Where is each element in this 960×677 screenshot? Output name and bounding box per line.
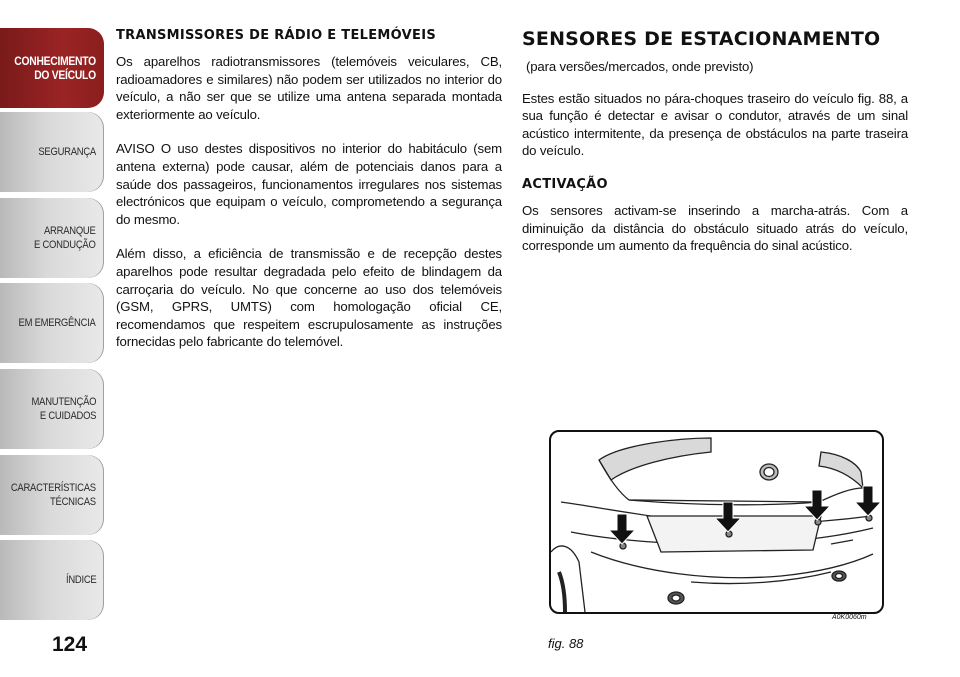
paragraph: Os aparelhos radiotransmissores (telemóveis veiculares, CB, radioamadores e similares) não podem ser utilizados no interior do veículo, a não ser que se utilize uma antena separada montada exteriormente ao veículo. xyxy=(116,54,502,122)
paragraph: Os sensores activam-se inserindo a marcha-atrás. Com a diminuição da distância do obstáculo situado atrás do veículo, corresponde um aumento da frequência do sinal acústico. xyxy=(522,202,908,254)
rear-bumper-illustration xyxy=(551,432,882,612)
section-title: SENSORES DE ESTACIONAMENTO xyxy=(522,28,881,50)
tab-label: SEGURANÇA xyxy=(38,146,96,158)
subsection-heading: ACTIVAÇÃO xyxy=(522,176,608,192)
tab-label: ÍNDICE xyxy=(65,574,96,586)
page-number: 124 xyxy=(52,633,88,656)
tab-indice[interactable] xyxy=(0,540,104,620)
tab-label: CONHECIMENTO DO VEÍCULO xyxy=(14,54,96,82)
tab-label: MANUTENÇÃO E CUIDADOS xyxy=(31,396,96,422)
tab-emergencia[interactable] xyxy=(0,283,104,363)
tab-label: ARRANQUE E CONDUÇÃO xyxy=(34,225,96,251)
tab-arranque[interactable] xyxy=(0,198,104,278)
tab-label: EM EMERGÊNCIA xyxy=(18,317,96,329)
paragraph: Estes estão situados no pára-choques traseiro do veículo fig. 88, a sua função é detectar e avisar o condutor, através de um sinal acústico intermitente, da presença de obstáculos na parte traseira do veículo. xyxy=(522,90,908,159)
figure-code: A0K0060m xyxy=(832,614,867,621)
subtitle: (para versões/mercados, onde previsto) xyxy=(526,59,754,74)
warning-paragraph: AVISO O uso destes dispositivos no interior do habitáculo (sem antena externa) pode causar, além de potenciais danos para a saúde dos passageiros, funcionamentos irregulares nos sistemas electrónicos que equipam o veículo, comprometendo a segurança do mesmo. xyxy=(116,141,502,227)
tab-conhecimento[interactable] xyxy=(0,28,104,108)
tab-caracteristicas[interactable] xyxy=(0,455,104,535)
radio-transmitters-section xyxy=(116,28,502,368)
parking-sensors-section xyxy=(522,28,908,272)
tab-seguranca[interactable] xyxy=(0,112,104,192)
paragraph: Além disso, a eficiência de transmissão e de recepção destes aparelhos pode resultar degradada pelo efeito de blindagem da carroçaria do veículo. No que concerne ao uso dos telemóveis (GSM, GPRS, UMTS) com homologação oficial CE, recomendamos que respeitem escrupulosamente as instruções fornecidas pelo fabricante do telemóvel. xyxy=(116,246,502,350)
figure-rear-bumper xyxy=(549,430,884,614)
tab-manutencao[interactable] xyxy=(0,369,104,449)
section-heading: TRANSMISSORES DE RÁDIO E TELEMÓVEIS xyxy=(116,28,436,43)
figure-caption: fig. 88 xyxy=(548,636,584,651)
tab-label: CARACTERÍSTICAS TÉCNICAS xyxy=(11,482,96,508)
